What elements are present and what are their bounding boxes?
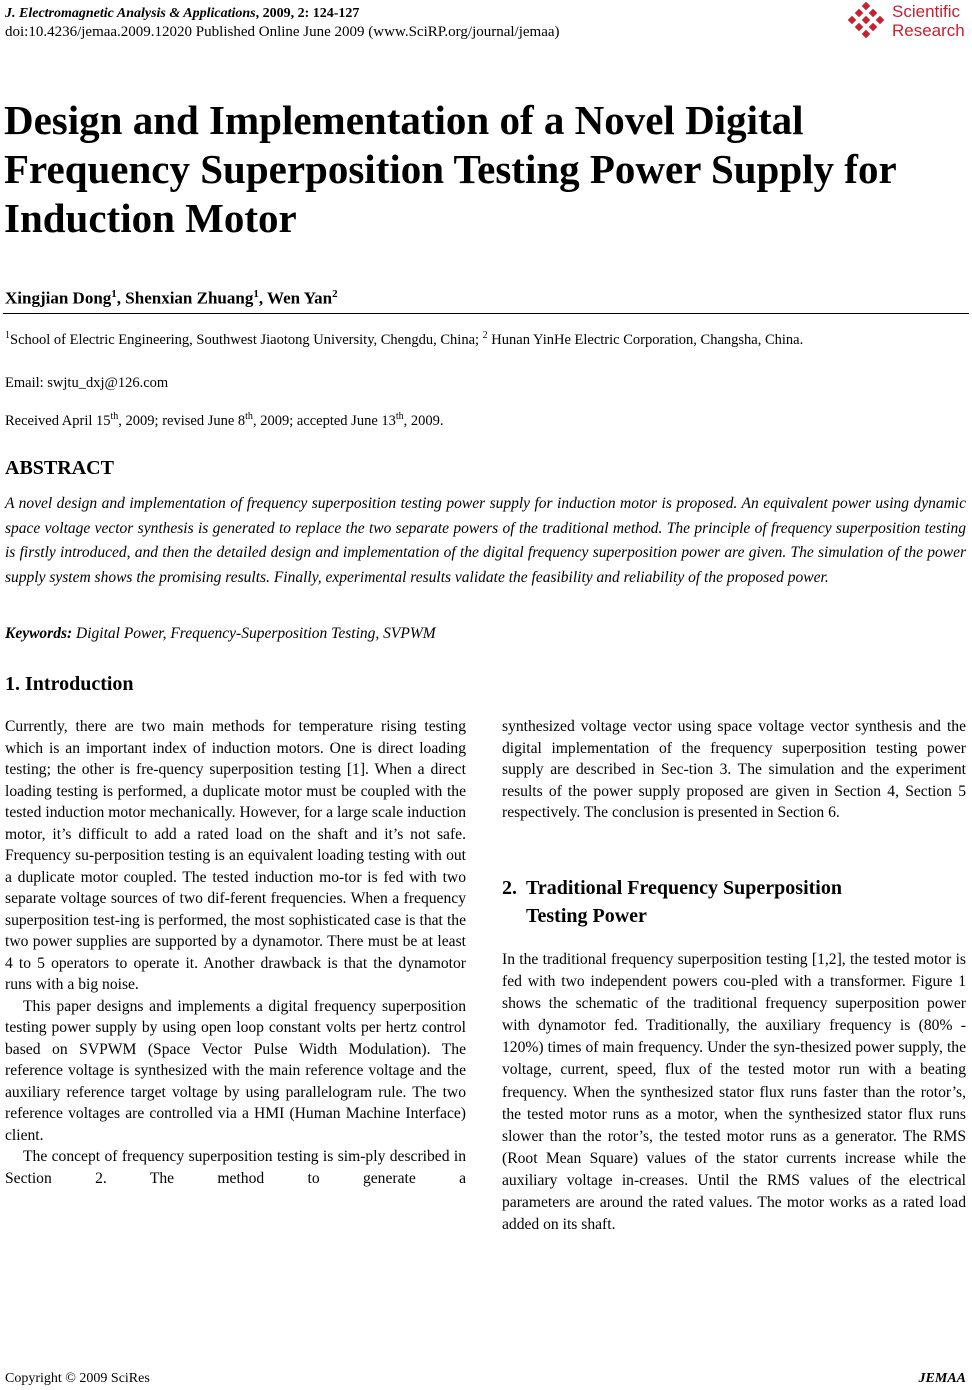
- affiliation-2: Hunan YinHe Electric Corporation, Changsha, China.: [487, 331, 804, 348]
- author-name: Xingjian Dong: [5, 288, 112, 308]
- author-separator: ,: [116, 288, 126, 308]
- body-paragraph: The concept of frequency superposition testing is sim-ply described in Section 2. The method to generate a: [5, 1148, 466, 1187]
- right-column: [502, 716, 966, 824]
- publisher-logo-text: [892, 2, 965, 40]
- author-name: Shenxian Zhuang: [125, 288, 254, 308]
- footer-copyright: Copyright © 2009 SciRes: [5, 1371, 150, 1386]
- doi-line: doi:10.4236/jemaa.2009.12020 Published Online June 2009 (www.SciRP.org/journal/jemaa): [5, 24, 560, 40]
- author-affiliation-mark: 2: [332, 288, 338, 300]
- year-text: , 2009.: [403, 412, 444, 429]
- ordinal-suffix: th: [245, 411, 253, 422]
- received-text: Received April 15: [5, 412, 111, 429]
- section-heading-line-1: Traditional Frequency Superposition: [526, 877, 842, 899]
- affiliation-mark: 1: [5, 330, 10, 341]
- received-dates: [5, 407, 444, 431]
- ordinal-suffix: th: [395, 411, 404, 422]
- author-affiliation-mark: 1: [253, 288, 259, 300]
- accepted-text: , 2009; accepted June 13: [252, 412, 396, 429]
- logo-line-1: Scientific: [892, 2, 961, 21]
- affiliations: [5, 325, 966, 351]
- body-paragraph: Currently, there are two main methods for temperature rising testing which is an important index of induction motors. One is direct loading testing; the other is fre-quency superposition testing [1]. When a direct loading testing is performed, a duplicate motor must be coupled with the tested induction motor mechanically. However, for a large scale induction motor, it’s difficult to add a rated load on the shaft and it’s not safe. Frequency su-perposition testing is an equivalent loading testing with out a duplicate motor coupled. The tested induction mo-tor is fed with two separate voltage sources of two dif-ferent frequencies. When a frequency superposition test-ing is performed, the most sophisticated case is that the two power supplies are supported by a dynamotor. There must be at least 4 to 5 operators to operate it. Another drawback is that the dynamotor runs with a big noise.: [5, 718, 466, 993]
- revised-text: , 2009; revised June 8: [118, 412, 246, 429]
- section-heading-line-2: Testing Power: [526, 905, 647, 927]
- keywords-label: Keywords: [5, 625, 67, 642]
- keywords: [5, 622, 436, 646]
- publisher-logo-icon: [848, 2, 888, 42]
- left-column: [5, 716, 466, 1189]
- ordinal-suffix: th: [110, 411, 119, 422]
- body-paragraph: synthesized voltage vector using space voltage vector synthesis and the digital implementation of the frequency superposition testing power supply are described in Sec-tion 3. The simulation and the experiment results of the power supply proposed are given in Section 4, Section 5 respectively. The conclusion is presented in Section 6.: [502, 718, 966, 821]
- author-list: [5, 283, 338, 310]
- body-paragraph: In the traditional frequency superposition testing [1,2], the tested motor is fed with two independent powers cou-pled with a transformer. Figure 1 shows the schematic of the traditional frequency superposition power with dynamotor fed. Traditionally, the auxiliary frequency is (80% - 120%) times of main frequency. Under the syn-thesized power supply, the voltage, current, speed, flux of the tested motor run with a beating frequency. When the synthesized stator flux runs faster than the rotor’s, the tested motor runs as a motor, when the synthesized stator flux runs slower than the rotor’s, the tested motor runs as a generator. The RMS (Root Mean Square) values of the stator currents increase while the auxiliary voltage in-creases. Until the RMS values of the electrical parameters are around the rated values. The motor works as a rated load added on its shaft.: [502, 951, 966, 1234]
- journal-volume-pages: , 2009, 2: 124-127: [255, 6, 360, 21]
- abstract-heading: ABSTRACT: [5, 457, 114, 479]
- abstract-text: A novel design and implementation of frequency superposition testing power supply for induction motor is proposed. An equivalent power using dynamic space voltage vector synthesis is generated to replace the two separate powers of the traditional method. The principle of frequency superposition testing is firstly introduced, and then the detailed design and implementation of the digital frequency superposition power are given. The simulation of the power supply system shows the promising results. Finally, experimental results validate the feasibility and reliability of the proposed power.: [5, 495, 966, 586]
- section-heading-introduction: 1. Introduction: [5, 673, 134, 695]
- author-affiliation-mark: 1: [111, 288, 117, 300]
- keywords-text: Digital Power, Frequency-Superposition Testing, SVPWM: [76, 625, 436, 642]
- section-heading-traditional-power: [502, 874, 842, 930]
- affiliation-mark: 2: [482, 330, 488, 341]
- author-separator: ,: [258, 288, 268, 308]
- divider: [3, 313, 969, 314]
- keywords-colon: :: [67, 625, 77, 642]
- journal-name: J. Electromagnetic Analysis & Applications: [5, 6, 256, 21]
- journal-citation: [5, 5, 359, 22]
- contact-email: Email: swjtu_dxj@126.com: [5, 375, 169, 391]
- body-paragraph: This paper designs and implements a digital frequency superposition testing power supply by using open loop constant volts per hertz control based on SVPWM (Space Vector Pulse Width Modulation). The reference voltage is synthesized with the main reference voltage and the auxiliary reference target voltage by using parallelogram rule. The two reference voltages are controlled via a HMI (Human Machine Interface) client.: [5, 997, 466, 1144]
- author-name: Wen Yan: [267, 288, 333, 308]
- paper-title: Design and Implementation of a Novel Digital Frequency Superposition Testing Power Supply for Induction Motor: [4, 97, 896, 241]
- publisher-logo: [848, 2, 968, 44]
- logo-line-2: Research: [892, 21, 965, 40]
- footer-journal-abbr: JEMAA: [918, 1371, 966, 1386]
- section-number: 2.: [502, 877, 517, 899]
- affiliation-1: School of Electric Engineering, Southwest Jiaotong University, Chengdu, China;: [10, 331, 483, 348]
